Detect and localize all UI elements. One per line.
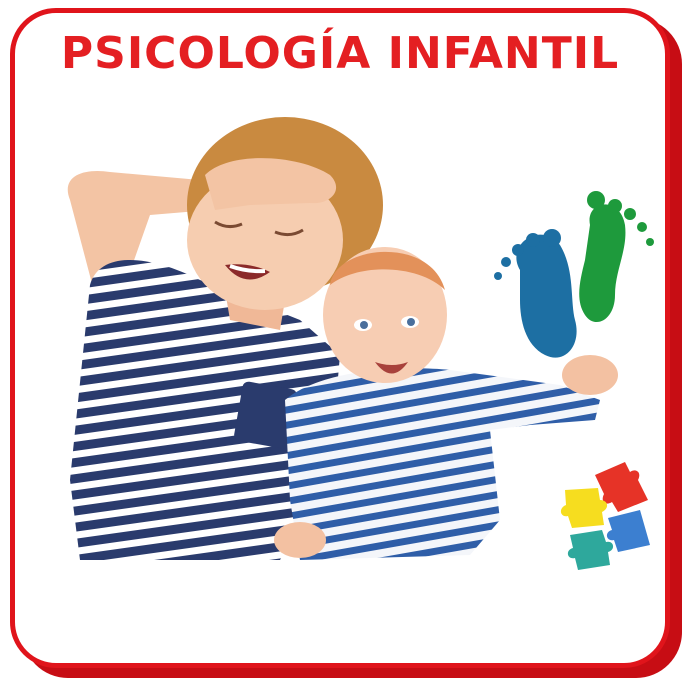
- puzzle-icon: [561, 462, 650, 570]
- page-title: PSICOLOGÍA INFANTIL: [60, 28, 620, 79]
- footprints-icon: [494, 191, 654, 358]
